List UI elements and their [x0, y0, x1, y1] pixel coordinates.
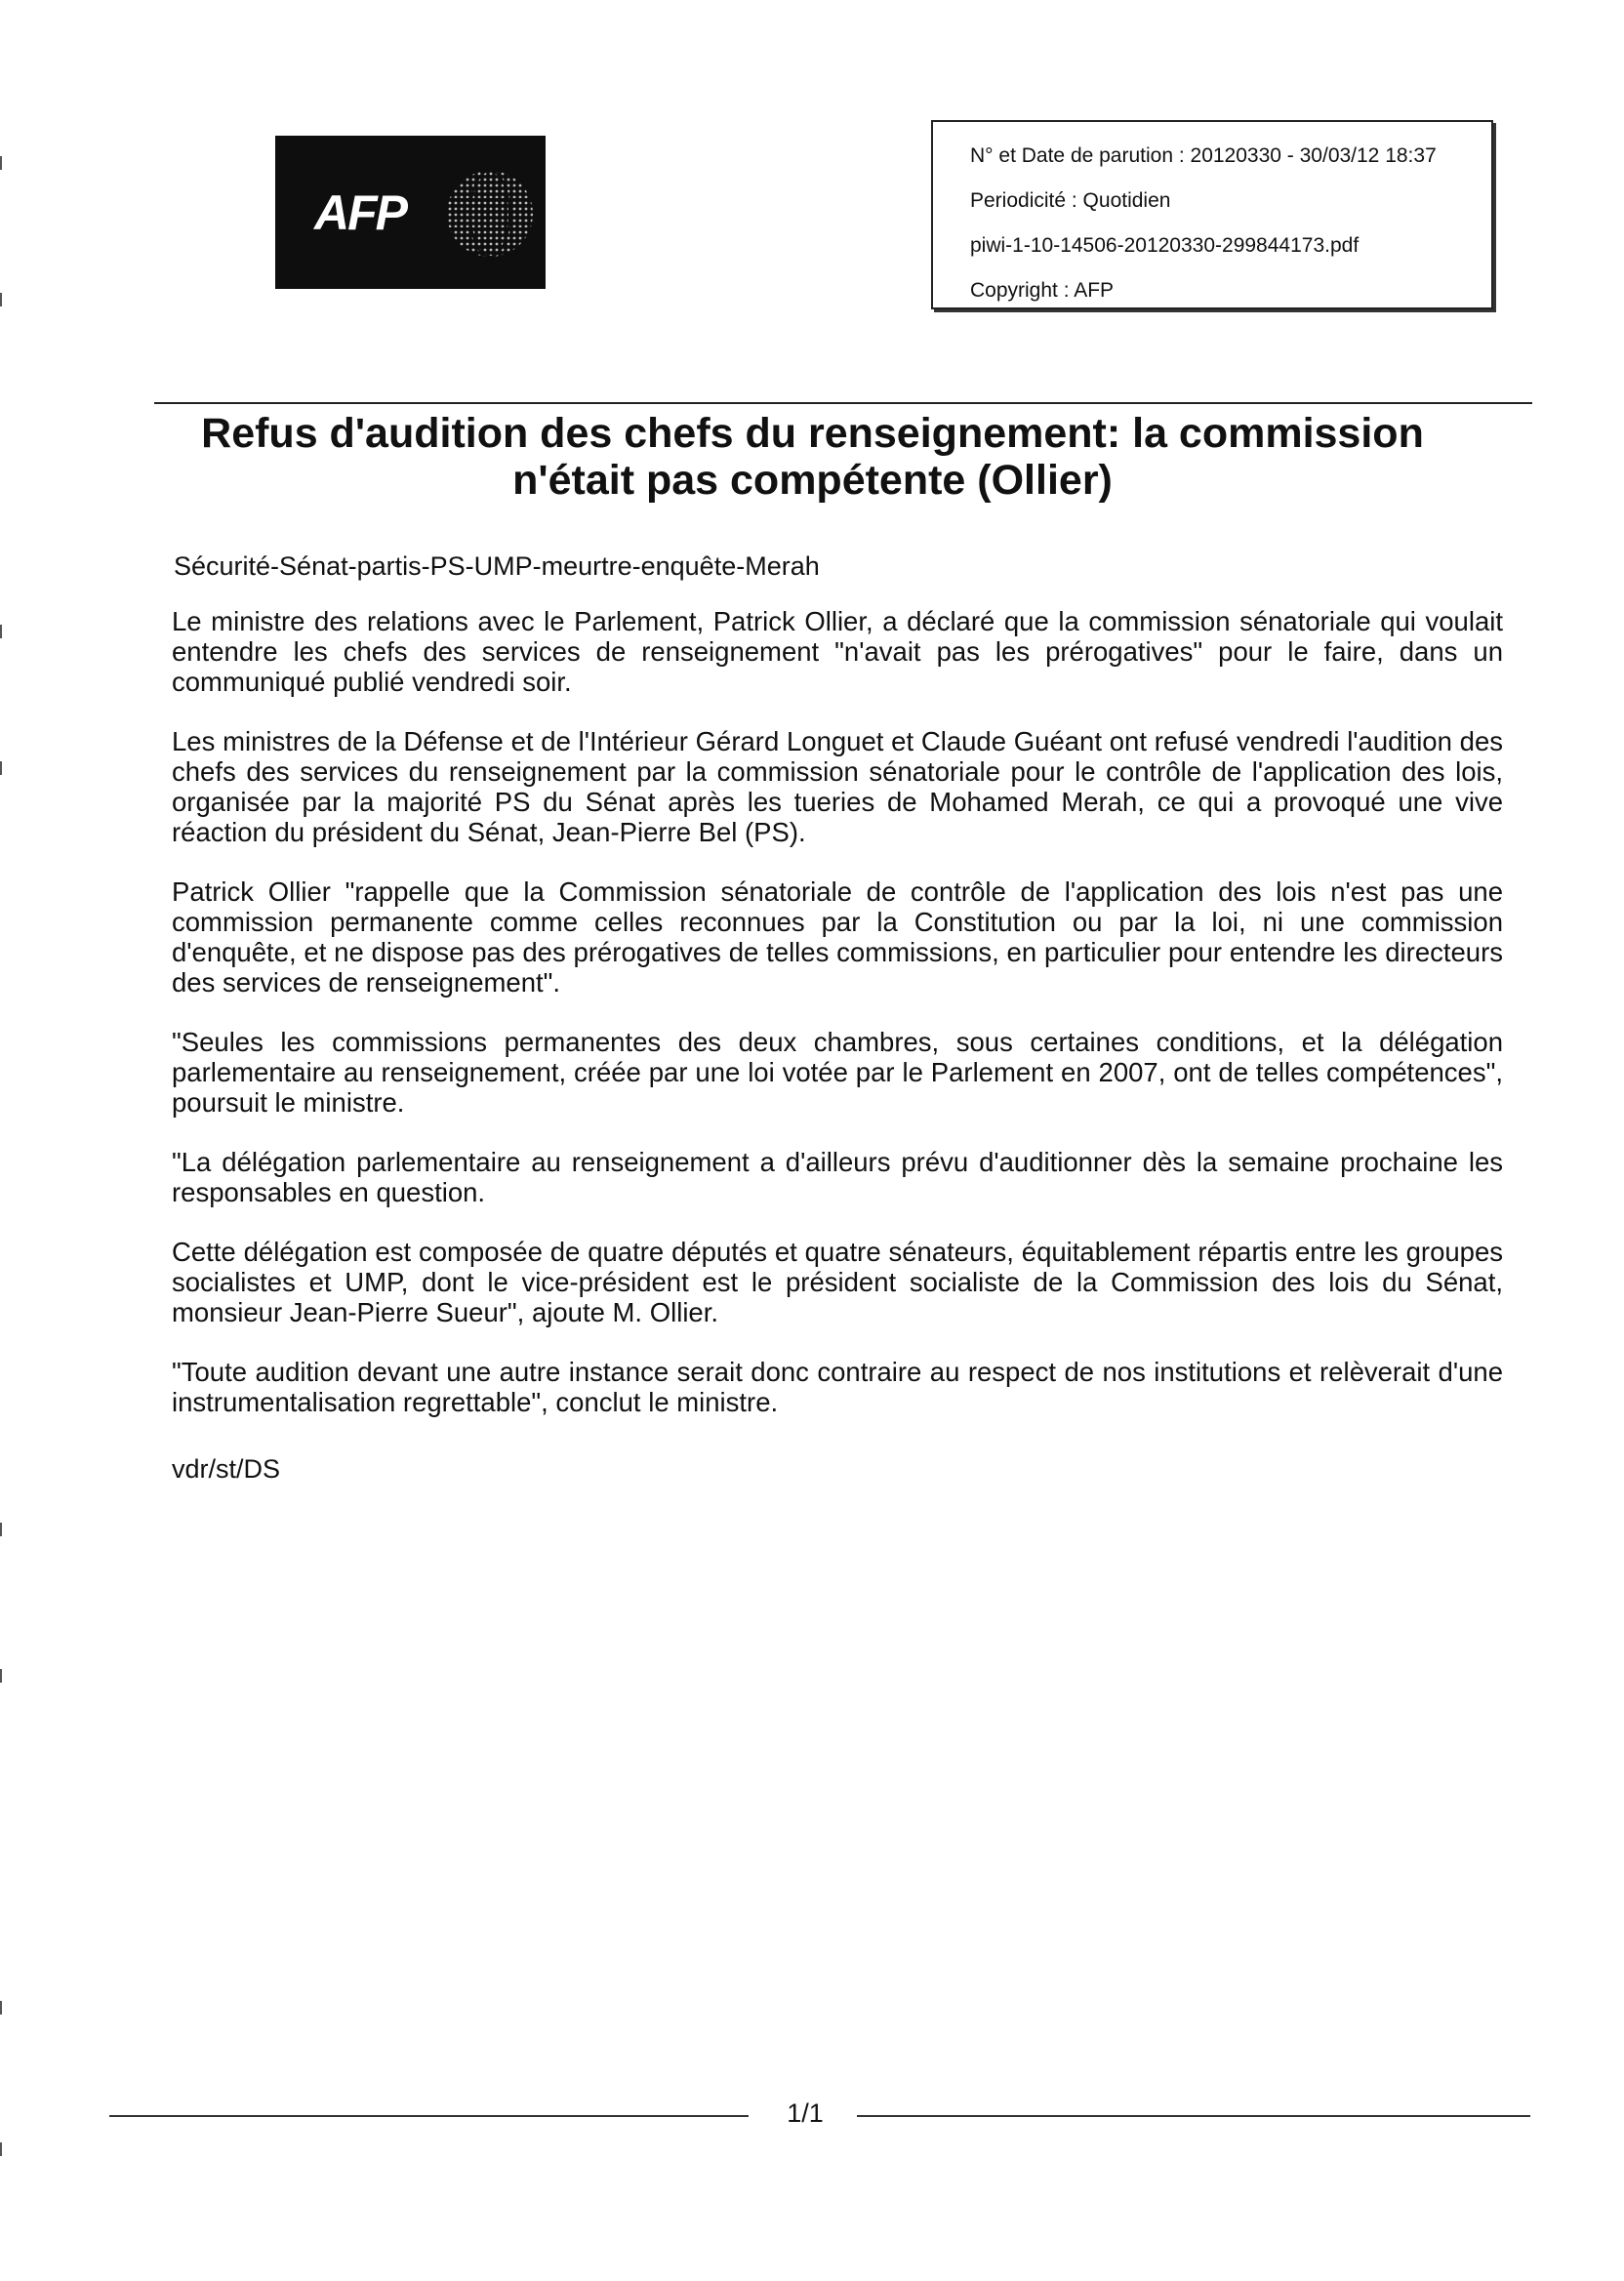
scan-mark [0, 625, 2, 638]
paragraph: "Seules les commissions permanentes des deux chambres, sous certaines conditions, et la délégation parlementaire au renseignement, créée par une loi votée par le Parlement en 2007, ont de telles compétences", poursuit le ministre. [172, 1027, 1503, 1118]
scan-mark [0, 2142, 2, 2156]
scan-mark [0, 293, 2, 306]
paragraph: "Toute audition devant une autre instance serait donc contraire au respect de nos institutions et relèverait d'une instrumentalisation regrettable", conclut le ministre. [172, 1357, 1503, 1417]
article-signature: vdr/st/DS [172, 1454, 281, 1484]
title-line-2: n'était pas compétente (Ollier) [512, 457, 1113, 504]
footer-divider-right [857, 2115, 1530, 2117]
issue-date: N° et Date de parution : 20120330 - 30/03/12 18:37 [970, 144, 1437, 167]
file-name: piwi-1-10-14506-20120330-299844173.pdf [970, 234, 1360, 257]
title-line-1: Refus d'audition des chefs du renseignement: la commission [201, 410, 1424, 457]
paragraph: Les ministres de la Défense et de l'Intérieur Gérard Longuet et Claude Guéant ont refusé vendredi l'audition des chefs des services du renseignement par la commission sénatoriale pour le contrôle de l'application des lois, organisée par la majorité PS du Sénat après les tueries de Mohamed Merah, ce qui a provoqué une vive réaction du président du Sénat, Jean-Pierre Bel (PS). [172, 726, 1503, 847]
copyright: Copyright : AFP [970, 279, 1115, 302]
globe-icon [441, 165, 539, 263]
article-tags: Sécurité-Sénat-partis-PS-UMP-meurtre-enquête-Merah [174, 551, 820, 581]
page-number: 1/1 [787, 2098, 824, 2128]
header-divider [154, 402, 1532, 404]
scan-mark [0, 1523, 2, 1536]
paragraph: Patrick Ollier "rappelle que la Commission sénatoriale de contrôle de l'application des lois n'est pas une commission permanente comme celles reconnues par la Constitution ou par la loi, ni une commission d'enquête, et ne dispose pas des prérogatives de telles commissions, en particulier pour entendre les directeurs des services de renseignement". [172, 876, 1503, 998]
afp-logo [275, 136, 546, 289]
scan-mark [0, 1669, 2, 1683]
publication-info-box [931, 120, 1493, 309]
paragraph: "La délégation parlementaire au renseignement a d'ailleurs prévu d'auditionner dès la semaine prochaine les responsables en question. [172, 1147, 1503, 1207]
scan-mark [0, 156, 2, 170]
periodicity: Periodicité : Quotidien [970, 189, 1171, 212]
paragraph: Cette délégation est composée de quatre députés et quatre sénateurs, équitablement répartis entre les groupes socialistes et UMP, dont le vice-président est le président socialiste de la Commission des lois du Sénat, monsieur Jean-Pierre Sueur", ajoute M. Ollier. [172, 1237, 1503, 1327]
scan-mark [0, 2001, 2, 2015]
article-body [172, 606, 1503, 1446]
paragraph: Le ministre des relations avec le Parlement, Patrick Ollier, a déclaré que la commission sénatoriale qui voulait entendre les chefs des services de renseignement "n'avait pas les prérogatives" pour le faire, dans un communiqué publié vendredi soir. [172, 606, 1503, 697]
scan-mark [0, 761, 2, 775]
logo-text: AFP [314, 185, 406, 240]
footer-divider-left [109, 2115, 749, 2117]
article-title [146, 410, 1479, 504]
